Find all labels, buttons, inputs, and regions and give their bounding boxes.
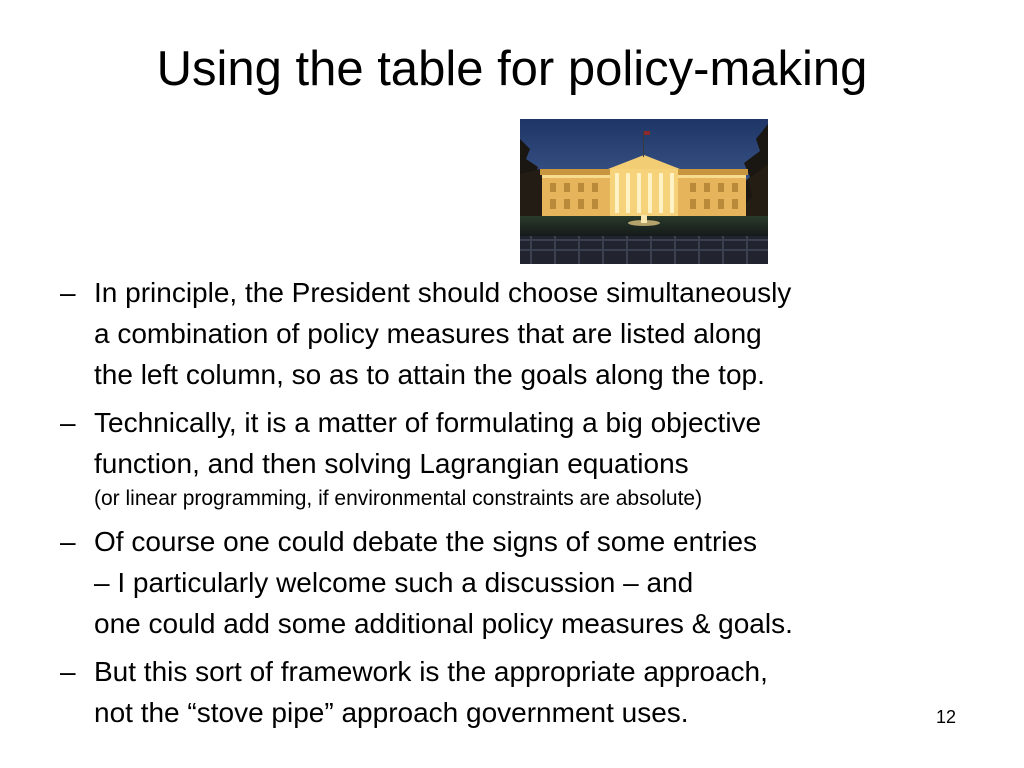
bullet-marker: – bbox=[60, 407, 76, 438]
bullet-item bbox=[60, 402, 980, 514]
bullet-marker: – bbox=[60, 277, 76, 308]
bullet-text-line: In principle, the President should choose simultaneously bbox=[94, 277, 792, 308]
bullet-text-line: function, and then solving Lagrangian equations bbox=[94, 448, 689, 479]
bullet-item bbox=[60, 272, 980, 395]
bullet-item bbox=[60, 521, 980, 644]
bullet-text-line: Of course one could debate the signs of some entries bbox=[94, 526, 758, 557]
bullet-marker: – bbox=[60, 526, 76, 557]
bullet-list bbox=[60, 272, 980, 740]
white-house-photo bbox=[520, 119, 768, 264]
bullet-text-line: Technically, it is a matter of formulating a big objective bbox=[94, 407, 762, 438]
bullet-note: (or linear programming, if environmental constraints are absolute) bbox=[94, 487, 703, 510]
bullet-text-line: the left column, so as to attain the goals along the top. bbox=[94, 359, 765, 390]
bullet-text-line: not the “stove pipe” approach government uses. bbox=[94, 697, 689, 728]
bullet-text-line: one could add some additional policy measures & goals. bbox=[94, 608, 793, 639]
bullet-marker: – bbox=[60, 656, 76, 687]
bullet-text-line: But this sort of framework is the appropriate approach, bbox=[94, 656, 768, 687]
slide-title: Using the table for policy-making bbox=[156, 42, 868, 96]
bullet-text-line: – I particularly welcome such a discussion – and bbox=[94, 567, 694, 598]
page-number: 12 bbox=[936, 707, 957, 727]
bullet-item bbox=[60, 651, 980, 733]
bullet-text-line: a combination of policy measures that are listed along bbox=[94, 318, 762, 349]
